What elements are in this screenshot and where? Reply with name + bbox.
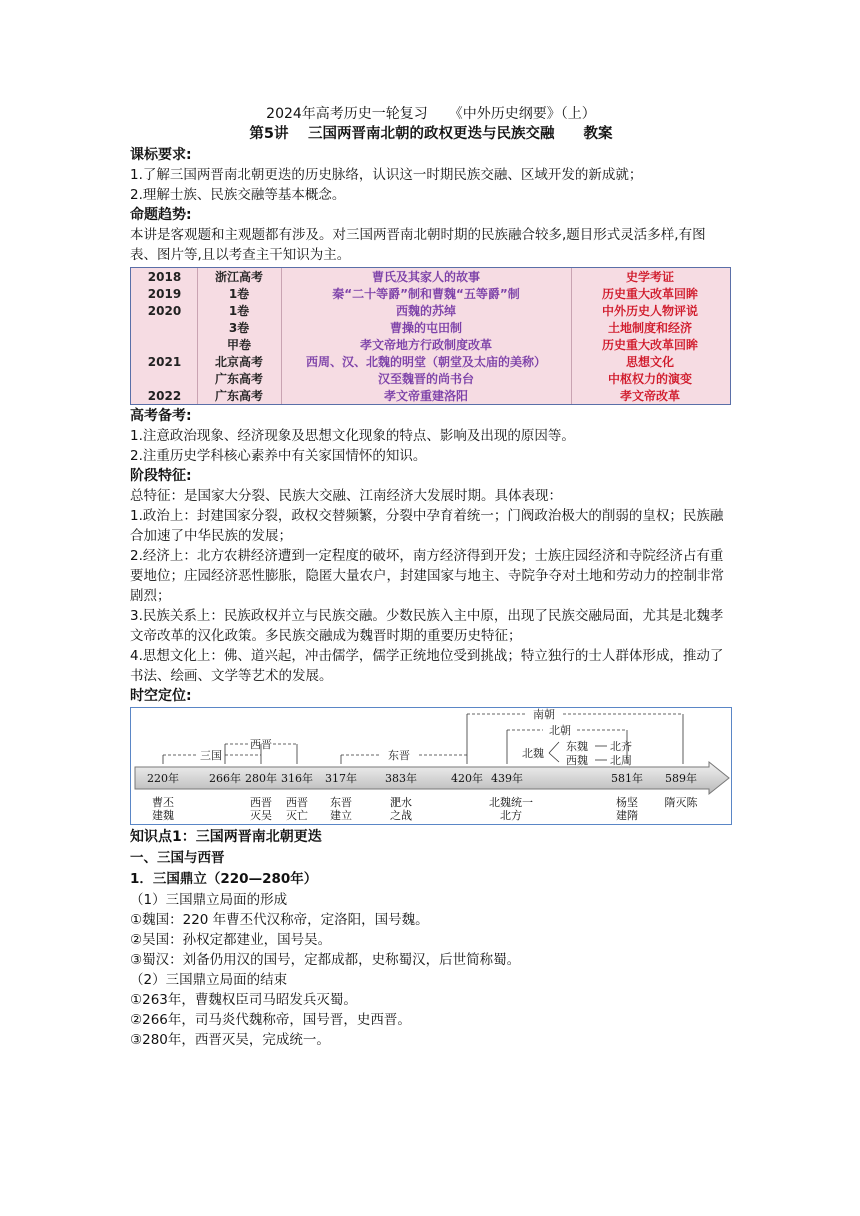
table-row [131,286,730,303]
year-label: 316年 [281,772,313,785]
event-label: 灭亡 [286,809,308,822]
document-page [130,104,732,1050]
stage-heading: 阶段特征: [130,468,192,484]
event-label: 隋灭陈 [664,796,698,809]
kebiao-item: 1.了解三国两晋南北朝更迭的历史脉络，认识这一时期民族交融、区域开发的新成就； [130,167,643,183]
topic-cell: 孝文帝重建洛阳 [383,389,468,403]
timeline-svg [131,708,731,824]
table-row [131,269,730,286]
period-label: 东魏 [566,740,588,753]
event-label: 建隋 [616,809,638,822]
trend-heading: 命题趋势: [130,207,192,223]
doc-subtitle: 2024年高考历史一轮复习 《中外历史纲要》（上） [266,106,596,122]
source-cell: 甲卷 [226,338,251,352]
topic-cell: 孝文帝地方行政制度改革 [359,338,492,352]
year-label: 317年 [325,772,357,785]
topic-cell: 秦“二十等爵”制和曹魏“五等爵”制 [332,287,520,301]
period-label: 西魏 [566,754,588,767]
topic-cell: 曹操的屯田制 [389,321,462,335]
source-cell: 3卷 [228,321,250,335]
source-cell: 广东高考 [214,372,263,386]
topic-cell: 西周、汉、北魏的明堂（朝堂及太庙的美称） [305,355,546,369]
timeline-diagram [130,707,732,825]
table-row [131,337,730,354]
table-row [131,388,730,405]
stage-item: 1.政治上：封建国家分裂，政权交替频繁，分裂中孕育着统一；门阀政治极大的削弱的皇权；民族融合加速了中华民族的发展； [130,508,724,544]
period-label: 北齐 [610,740,632,753]
tag-cell: 史学考证 [625,270,674,284]
tag-cell: 孝文帝改革 [619,389,680,403]
table-row [131,303,730,320]
table-row [131,320,730,337]
part-heading: （1）三国鼎立局面的形成 [130,892,288,908]
event-label: 杨坚 [616,796,638,809]
source-cell: 北京高考 [214,355,263,369]
year-label: 589年 [665,772,697,785]
year-label: 420年 [451,772,483,785]
event-label: 东晋 [330,796,352,809]
tag-cell: 中枢权力的演变 [607,372,692,386]
table-row [131,354,730,371]
source-cell: 1卷 [228,304,250,318]
topic-cell: 西魏的苏绰 [395,304,456,318]
table-row [131,371,730,388]
knowledge-point-title: 知识点1：三国两晋南北朝更迭 [130,829,322,845]
tag-cell: 思想文化 [625,355,674,369]
event-label: 淝水 [390,796,412,809]
beikao-heading: 高考备考: [130,408,192,424]
period-label: 东晋 [388,749,410,762]
period-label: 北魏 [522,747,544,760]
tag-cell: 土地制度和经济 [607,321,692,335]
year-label: 383年 [385,772,417,785]
beikao-item: 1.注意政治现象、经济现象及思想文化现象的特点、影响及出现的原因等。 [130,428,575,444]
event-label: 西晋 [286,796,308,809]
year-cell: 2020 [147,304,182,318]
event-label: 灭吴 [250,809,272,822]
source-cell: 广东高考 [214,389,263,403]
event-label: 北方 [500,809,522,822]
part-item: ①魏国：220 年曹丕代汉称帝，定洛阳，国号魏。 [130,912,429,928]
part-item: ③蜀汉：刘备仍用汉的国号，定都成都，史称蜀汉，后世简称蜀。 [130,952,521,968]
part-item: ②266年，司马炎代魏称帝，国号晋，史西晋。 [130,1012,411,1028]
year-cell: 2018 [147,270,182,284]
part-item: ①263年，曹魏权臣司马昭发兵灭蜀。 [130,992,357,1008]
subsection-heading: 1．三国鼎立（220—280年） [130,871,318,887]
event-label: 北魏统一 [489,796,533,809]
period-label: 三国 [200,749,222,762]
period-label: 北朝 [549,724,571,737]
stage-item: 2.经济上：北方农耕经济遭到一定程度的破坏，南方经济得到开发；士族庄园经济和寺院经济占有重要地位；庄园经济恶性膨胀，隐匿大量农户，封建国家与地主、寺院争夺对土地和劳动力的控制非常剧烈； [130,548,724,604]
event-label: 之战 [390,809,412,822]
topic-cell: 汉至魏晋的尚书台 [377,372,474,386]
period-label: 西晋 [250,738,272,751]
year-label: 220年 [147,772,179,785]
period-label: 北周 [610,754,632,767]
year-label: 280年 [245,772,277,785]
year-cell: 2021 [147,355,182,369]
section-heading: 一、三国与西晋 [130,850,225,866]
period-brackets [163,714,683,764]
period-label: 南朝 [533,708,555,721]
topic-cell: 曹氏及其家人的故事 [371,270,480,284]
trend-text: 本讲是客观题和主观题都有涉及。对三国两晋南北朝时期的民族融合较多,题目形式灵活多样,有图表、图片等,且以考查主干知识为主。 [130,227,706,263]
part-item: ②吴国：孙权定都建业，国号吴。 [130,932,332,948]
year-cell: 2019 [147,287,182,301]
stage-item: 4.思想文化上：佛、道兴起，冲击儒学，儒学正统地位受到挑战；特立独行的士人群体形成，推动了书法、绘画、文学等艺术的发展。 [130,648,724,684]
doc-title: 第5讲 三国两晋南北朝的政权更迭与民族交融 教案 [249,126,613,142]
year-cell: 2022 [147,389,182,403]
year-label: 439年 [491,772,523,785]
event-label: 曹丕 [152,796,174,809]
stage-item: 3.民族关系上：民族政权并立与民族交融。少数民族入主中原，出现了民族交融局面，尤其是北魏孝文帝改革的汉化政策。多民族交融成为魏晋时期的重要历史特征； [130,608,724,644]
event-label: 建魏 [152,809,174,822]
tag-cell: 历史重大改革回眸 [601,338,698,352]
event-label: 建立 [330,809,352,822]
part-item: ③280年，西晋灭吴，完成统一。 [130,1032,330,1048]
event-label: 西晋 [250,796,272,809]
tag-cell: 历史重大改革回眸 [601,287,698,301]
source-cell: 1卷 [228,287,250,301]
timeline-heading: 时空定位: [130,688,192,704]
kebiao-item: 2.理解士族、民族交融等基本概念。 [130,187,346,203]
exam-history-table [130,267,731,405]
stage-summary: 总特征：是国家大分裂、民族大交融、江南经济大发展时期。具体表现： [130,488,562,504]
year-label: 581年 [611,772,643,785]
tag-cell: 中外历史人物评说 [601,304,698,318]
year-label: 266年 [209,772,241,785]
source-cell: 浙江高考 [214,270,263,284]
beikao-item: 2.注重历史学科核心素养中有关家国情怀的知识。 [130,448,427,464]
kebiao-heading: 课标要求: [130,147,192,163]
part-heading: （2）三国鼎立局面的结束 [130,972,288,988]
